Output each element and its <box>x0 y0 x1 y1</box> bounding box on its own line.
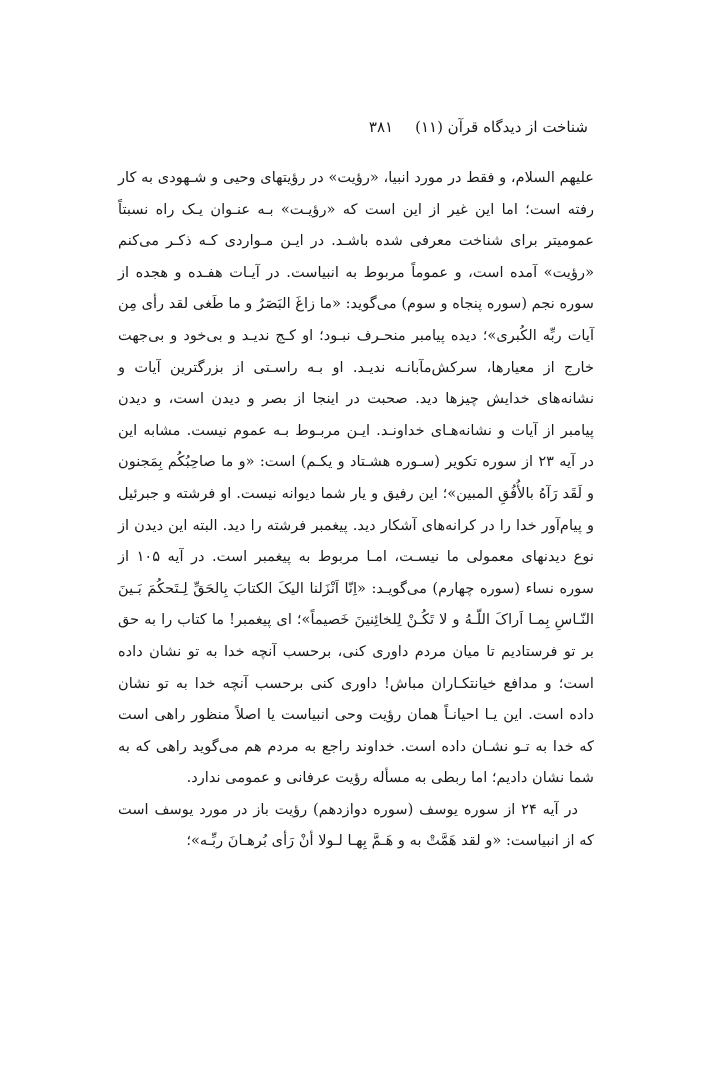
paragraph: در آیه ۲۴ از سوره یوسف (سوره دوازدهم) رؤیت باز در مورد یوسف است که از انبیاست: «و لقد هَمَّتْ به و هَـمَّ بِهـا لـولا أنْ رَأی بُرهـانَ ربِّـه»؛ <box>118 800 594 850</box>
page-number: ۳۸۱ <box>368 118 394 136</box>
running-head <box>118 118 588 136</box>
paragraph: علیهم السلام، و فقط در مورد انبیا، «رؤیت» در رؤیتهای وحیی و شـهودی به کار رفته است؛ اما این غیر از این است که «رؤیـت» بـه عنـوان یـک راه نسبتاً عمومیتر برای شناخت معرفی شده باشـد. در ایـن مـواردی کـه ذکـر می‌کنم «رؤیت» آمده است، و عموماً مربوط به انبیاست. در آیـات هفـده و هجده از سوره نجم (سوره پنجاه و سوم) می‌گوید: «ما زاغَ البَصَرُ و ما طَغی لقد رأی مِن آیات ربِّه الکُبری»؛ دیده پیامبر منحـرف نبـود؛ او کـج ندیـد و بی‌خود و بی‌جهت خارج از معیارها، سرکش‌مآبانـه ندیـد. او بـه راسـتی از بزرگترین آیات و نشانه‌های خدایش چیزها دید. صحبت در اینجا از بصر و دیدن است، و دیدن پیامبر از آیات و نشانه‌هـای خداونـد. ایـن مربـوط بـه عموم نیست. مشابه این در آیه ۲۳ از سوره تکویر (سـوره هشـتاد و یکـم) است: «و ما صاحِبُکُم بِمَجنون و لَقَد رَآهُ بالأُفُقِ المبین»؛ این رفیق و یار شما دیوانه نیست. او فرشته و جبرئیل و پیام‌آور خدا را در کرانه‌های آشکار دید. پیغمبر فرشته را دید. البته این دیدن از نوع دیدنهای معمولی ما نیسـت، امـا مربوط به پیغمبر است. در آیه ۱۰۵ از سوره نساء (سوره چهارم) می‌گویـد: «اِنّا اَنْزَلنا الیکَ الکتابَ بِالحَقِّ لِـتَحکُمَ بَـینَ النّـاسِ بِمـا اَراکَ اللّـهُ و لا تَکُـنْ لِلخائِنینَ خَصیماً»؛ ای پیغمبر! ما کتاب را به حق بر تو فرستادیم تا میان مردم داوری کنی، برحسب آنچه خدا به تو نشان داده است؛ و مدافع خیانتکـاران مباش! داوری کنی برحسب آنچه خدا به تو نشان داده است. این یـا احیانـاً همان رؤیت وحی انبیاست یا اصلاً منظور راهی است که خدا به تـو نشـان داده است. خداوند راجع به مردم هم می‌گوید راهی که به شما نشان دادیم؛ اما ربطی به مسأله رؤیت عرفانی و عمومی ندارد. <box>118 169 594 787</box>
body-text <box>118 162 594 857</box>
chapter-title: شناخت از دیدگاه قرآن (۱۱) <box>415 118 588 136</box>
